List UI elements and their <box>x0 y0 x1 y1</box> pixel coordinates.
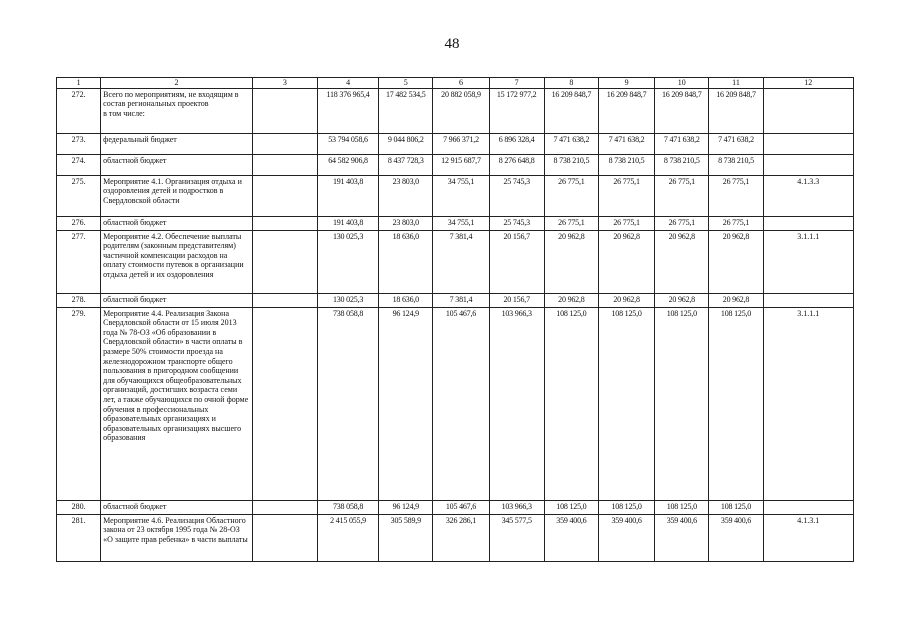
row-value: 26 775,1 <box>709 175 763 216</box>
column-header: 11 <box>709 78 763 89</box>
row-value: 26 775,1 <box>598 216 654 230</box>
row-value: 26 775,1 <box>544 175 598 216</box>
row-value: 34 755,1 <box>433 175 489 216</box>
row-value: 20 962,8 <box>655 293 709 307</box>
row-value: 20 962,8 <box>598 293 654 307</box>
page-number: 48 <box>444 36 460 52</box>
row-value: 25 745,3 <box>489 216 544 230</box>
row-value: 7 471 638,2 <box>655 133 709 154</box>
row-value: 105 467,6 <box>433 500 489 514</box>
row-name: Мероприятие 4.4. Реализация Закона Свердловской области от 15 июля 2013 года № 78-ОЗ «Об образовании в Свердловской области» в части оплаты в размере 50% стоимости проезда на железнодорожном транспорте общего пользования в пригородном сообщении для обучающихся общеобразовательных организаций, достигших возраста семи лет, а также обучающихся по очной форме обучения в профессиональных образовательных организациях и образовательных организациях высшего образования <box>101 307 253 500</box>
row-value: 130 025,3 <box>317 293 378 307</box>
table-row <box>57 88 854 133</box>
row-number: 278. <box>57 293 101 307</box>
row-target <box>763 216 853 230</box>
row-value: 34 755,1 <box>433 216 489 230</box>
row-name: Мероприятие 4.1. Организация отдыха и оздоровления детей и подростков в Свердловской области <box>101 175 253 216</box>
row-value: 108 125,0 <box>544 307 598 500</box>
row-value: 23 803,0 <box>379 216 433 230</box>
row-target: 3.1.1.1 <box>763 230 853 293</box>
row-value: 7 381,4 <box>433 293 489 307</box>
column-header: 12 <box>763 78 853 89</box>
row-value: 103 966,3 <box>489 307 544 500</box>
row-value: 326 286,1 <box>433 514 489 561</box>
row-name: областной бюджет <box>101 500 253 514</box>
row-value: 8 738 210,5 <box>598 154 654 175</box>
row-value: 96 124,9 <box>379 500 433 514</box>
row-value: 305 589,9 <box>379 514 433 561</box>
row-value: 20 962,8 <box>709 230 763 293</box>
row-value: 359 400,6 <box>655 514 709 561</box>
row-value: 7 471 638,2 <box>709 133 763 154</box>
row-value: 20 156,7 <box>489 230 544 293</box>
row-value: 9 044 806,2 <box>379 133 433 154</box>
row-value: 26 775,1 <box>655 175 709 216</box>
row-number: 280. <box>57 500 101 514</box>
row-name: федеральный бюджет <box>101 133 253 154</box>
row-value: 26 775,1 <box>544 216 598 230</box>
row-target: 3.1.1.1 <box>763 307 853 500</box>
row-target <box>763 154 853 175</box>
row-value: 191 403,8 <box>317 175 378 216</box>
table-header-row <box>57 78 854 89</box>
table-row <box>57 293 854 307</box>
row-value: 20 962,8 <box>709 293 763 307</box>
table-row <box>57 500 854 514</box>
table-row <box>57 154 854 175</box>
row-value: 7 471 638,2 <box>544 133 598 154</box>
table-row <box>57 216 854 230</box>
row-number: 279. <box>57 307 101 500</box>
row-col3 <box>252 133 317 154</box>
column-header: 5 <box>379 78 433 89</box>
row-value: 15 172 977,2 <box>489 88 544 133</box>
row-value: 16 209 848,7 <box>544 88 598 133</box>
row-col3 <box>252 175 317 216</box>
row-target <box>763 133 853 154</box>
column-header: 8 <box>544 78 598 89</box>
table-row <box>57 307 854 500</box>
column-header: 2 <box>101 78 253 89</box>
row-value: 26 775,1 <box>655 216 709 230</box>
row-value: 20 962,8 <box>598 230 654 293</box>
row-col3 <box>252 514 317 561</box>
row-number: 275. <box>57 175 101 216</box>
column-header: 10 <box>655 78 709 89</box>
budget-table <box>56 77 854 562</box>
row-value: 8 738 210,5 <box>655 154 709 175</box>
row-value: 8 276 648,8 <box>489 154 544 175</box>
row-value: 359 400,6 <box>709 514 763 561</box>
column-header: 4 <box>317 78 378 89</box>
row-value: 26 775,1 <box>709 216 763 230</box>
row-value: 20 962,8 <box>544 293 598 307</box>
row-value: 20 156,7 <box>489 293 544 307</box>
row-value: 2 415 055,9 <box>317 514 378 561</box>
row-target: 4.1.3.3 <box>763 175 853 216</box>
row-value: 108 125,0 <box>709 500 763 514</box>
column-header: 3 <box>252 78 317 89</box>
row-value: 108 125,0 <box>598 500 654 514</box>
row-target <box>763 500 853 514</box>
row-number: 276. <box>57 216 101 230</box>
row-value: 20 882 058,9 <box>433 88 489 133</box>
row-value: 103 966,3 <box>489 500 544 514</box>
row-value: 359 400,6 <box>598 514 654 561</box>
row-value: 8 738 210,5 <box>544 154 598 175</box>
row-name: областной бюджет <box>101 293 253 307</box>
row-col3 <box>252 293 317 307</box>
row-value: 12 915 687,7 <box>433 154 489 175</box>
row-value: 7 966 371,2 <box>433 133 489 154</box>
row-value: 17 482 534,5 <box>379 88 433 133</box>
row-target <box>763 293 853 307</box>
row-value: 108 125,0 <box>598 307 654 500</box>
row-col3 <box>252 216 317 230</box>
table-row <box>57 133 854 154</box>
row-value: 20 962,8 <box>544 230 598 293</box>
row-value: 8 437 728,3 <box>379 154 433 175</box>
row-value: 16 209 848,7 <box>598 88 654 133</box>
row-value: 191 403,8 <box>317 216 378 230</box>
row-value: 96 124,9 <box>379 307 433 500</box>
row-value: 359 400,6 <box>544 514 598 561</box>
row-name: областной бюджет <box>101 154 253 175</box>
row-col3 <box>252 230 317 293</box>
row-name: Всего по мероприятиям, не входящим в состав региональных проектов в том числе: <box>101 88 253 133</box>
row-name: Мероприятие 4.2. Обеспечение выплаты родителям (законным представителям) частичной компенсации расходов на оплату стоимости путевок в организации отдыха детей и их оздоровления <box>101 230 253 293</box>
row-name: Мероприятие 4.6. Реализация Областного закона от 23 октября 1995 года № 28-ОЗ «О защите прав ребенка» в части выплаты <box>101 514 253 561</box>
row-value: 16 209 848,7 <box>709 88 763 133</box>
row-value: 108 125,0 <box>709 307 763 500</box>
row-value: 738 058,8 <box>317 307 378 500</box>
column-header: 7 <box>489 78 544 89</box>
row-value: 18 636,0 <box>379 230 433 293</box>
row-value: 53 794 058,6 <box>317 133 378 154</box>
table-row <box>57 514 854 561</box>
row-value: 345 577,5 <box>489 514 544 561</box>
row-col3 <box>252 307 317 500</box>
row-target <box>763 88 853 133</box>
row-value: 26 775,1 <box>598 175 654 216</box>
row-value: 130 025,3 <box>317 230 378 293</box>
row-value: 7 471 638,2 <box>598 133 654 154</box>
column-header: 6 <box>433 78 489 89</box>
row-target: 4.1.3.1 <box>763 514 853 561</box>
row-number: 281. <box>57 514 101 561</box>
table-row <box>57 175 854 216</box>
row-value: 8 738 210,5 <box>709 154 763 175</box>
row-number: 272. <box>57 88 101 133</box>
row-value: 105 467,6 <box>433 307 489 500</box>
column-header: 9 <box>598 78 654 89</box>
table-row <box>57 230 854 293</box>
table-body <box>57 88 854 561</box>
row-value: 6 896 328,4 <box>489 133 544 154</box>
row-value: 16 209 848,7 <box>655 88 709 133</box>
row-number: 277. <box>57 230 101 293</box>
row-name: областной бюджет <box>101 216 253 230</box>
row-value: 108 125,0 <box>544 500 598 514</box>
column-header: 1 <box>57 78 101 89</box>
row-value: 25 745,3 <box>489 175 544 216</box>
row-number: 274. <box>57 154 101 175</box>
row-value: 738 058,8 <box>317 500 378 514</box>
row-value: 20 962,8 <box>655 230 709 293</box>
row-value: 108 125,0 <box>655 500 709 514</box>
row-col3 <box>252 88 317 133</box>
row-value: 108 125,0 <box>655 307 709 500</box>
row-col3 <box>252 500 317 514</box>
row-value: 64 582 906,8 <box>317 154 378 175</box>
row-col3 <box>252 154 317 175</box>
row-value: 18 636,0 <box>379 293 433 307</box>
row-value: 118 376 965,4 <box>317 88 378 133</box>
row-value: 7 381,4 <box>433 230 489 293</box>
row-number: 273. <box>57 133 101 154</box>
row-value: 23 803,0 <box>379 175 433 216</box>
